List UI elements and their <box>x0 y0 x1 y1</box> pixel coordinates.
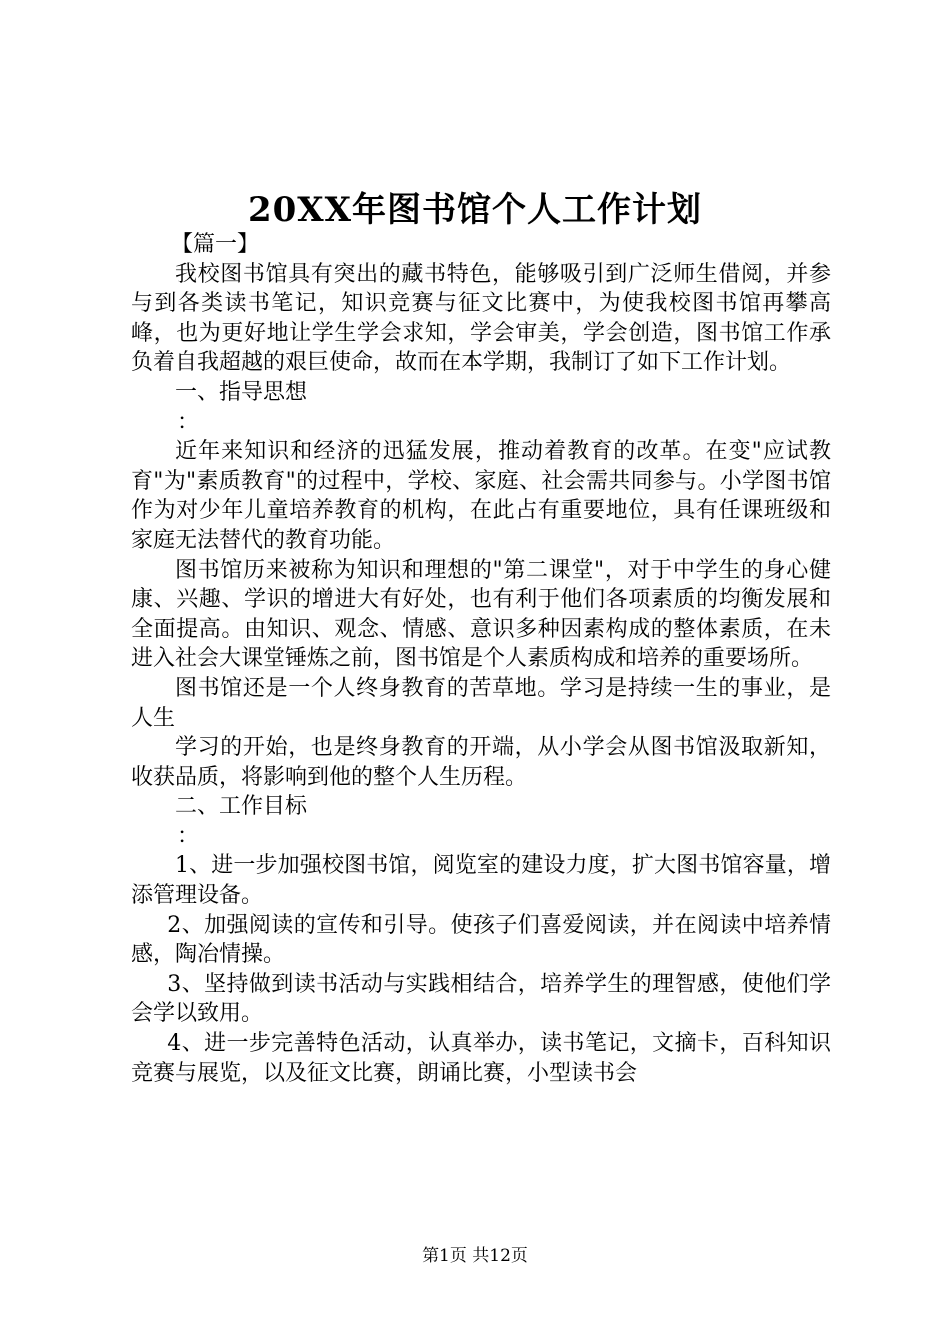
heading-guiding-thought: 一、指导思想 <box>175 379 308 405</box>
document-title: 20XX年图书馆个人工作计划 <box>247 190 703 230</box>
goal-item-2: 2、加强阅读的宣传和引导。使孩子们喜爱阅读，并在阅读中培养情感，陶冶情操。 <box>131 912 831 968</box>
heading-work-goals: 二、工作目标 <box>175 794 308 820</box>
paragraph-education-reform: 近年来知识和经济的迅猛发展，推动着教育的改革。在变"应试教育"为"素质教育"的过程中，学校、家庭、社会需共同参与。小学图书馆作为对少年儿童培养教育的机构，在此占有重要地位，具有任课班级和家庭无法替代的教育功能。 <box>131 439 831 553</box>
paragraph-lifelong-education: 图书馆还是一个人终身教育的苦草地。学习是持续一生的事业，是人生 <box>131 675 831 731</box>
page-number-footer: 第1页 共12页 <box>422 1246 528 1266</box>
heading-colon: ： <box>177 409 200 435</box>
document-body <box>131 230 831 1088</box>
goal-item-4: 4、进一步完善特色活动，认真举办，读书笔记，文摘卡，百科知识竞赛与展览，以及征文比赛，朗诵比赛，小型读书会 <box>131 1031 831 1086</box>
section-label-part-one: 【篇一】 <box>171 232 260 257</box>
paragraph-second-classroom: 图书馆历来被称为知识和理想的"第二课堂"，对于中学生的身心健康、兴趣、学识的增进大有好处，也有利于他们各项素质的均衡发展和全面提高。由知识、观念、情感、意识多种因素构成的整体素质，在未进入社会大课堂锤炼之前，图书馆是个人素质构成和培养的重要场所。 <box>131 557 831 672</box>
goal-item-3: 3、坚持做到读书活动与实践相结合，培养学生的理智感，使他们学会学以致用。 <box>131 971 831 1027</box>
paragraph-intro: 我校图书馆具有突出的藏书特色，能够吸引到广泛师生借阅，并参与到各类读书笔记，知识竞赛与征文比赛中，为使我校图书馆再攀高峰，也为更好地让学生学会求知，学会审美，学会创造，图书馆工作承负着自我超越的艰巨使命，故而在本学期，我制订了如下工作计划。 <box>131 261 831 376</box>
goal-item-1: 1、进一步加强校图书馆，阅览室的建设力度，扩大图书馆容量，增添管理设备。 <box>131 853 831 909</box>
paragraph-learning-start: 学习的开始，也是终身教育的开端，从小学会从图书馆汲取新知，收获品质，将影响到他的整个人生历程。 <box>131 735 831 790</box>
heading-colon: ： <box>177 823 200 849</box>
